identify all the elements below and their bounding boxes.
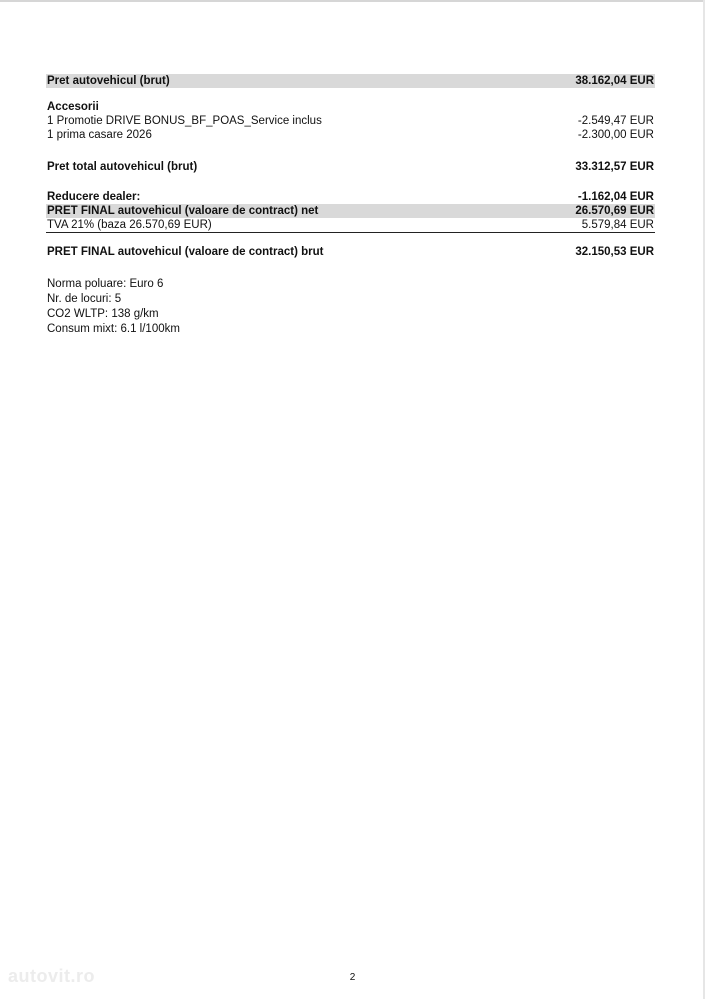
accessory-value: -2.300,00 EUR bbox=[577, 129, 654, 141]
dealer-discount-row bbox=[46, 190, 655, 204]
spacer bbox=[46, 88, 655, 100]
vat-value: 5.579,84 EUR bbox=[581, 219, 654, 231]
page-number: 2 bbox=[349, 972, 356, 983]
vat-row bbox=[46, 218, 655, 233]
spec-emission-norm: Norma poluare: Euro 6 bbox=[47, 278, 164, 290]
accessories-heading: Accesorii bbox=[47, 101, 99, 113]
base-price-label: Pret autovehicul (brut) bbox=[47, 75, 170, 87]
final-net-price-row bbox=[46, 204, 655, 218]
final-net-price-label: PRET FINAL autovehicul (valoare de contract) net bbox=[47, 205, 319, 217]
final-gross-price-row bbox=[46, 245, 655, 259]
spec-consumption: Consum mixt: 6.1 l/100km bbox=[47, 323, 180, 335]
total-price-label: Pret total autovehicul (brut) bbox=[47, 161, 198, 173]
accessory-value: -2.549,47 EUR bbox=[577, 115, 654, 127]
base-price-value: 38.162,04 EUR bbox=[575, 75, 654, 87]
spec-co2: CO2 WLTP: 138 g/km bbox=[47, 308, 159, 320]
accessory-row bbox=[46, 114, 655, 128]
dealer-discount-label: Reducere dealer: bbox=[47, 191, 141, 203]
spacer bbox=[46, 174, 655, 190]
final-gross-price-label: PRET FINAL autovehicul (valoare de contract) brut bbox=[47, 246, 324, 258]
watermark-logo: autovit.ro bbox=[8, 966, 96, 986]
final-net-price-value: 26.570,69 EUR bbox=[575, 205, 654, 217]
total-price-row bbox=[46, 160, 655, 174]
total-price-value: 33.312,57 EUR bbox=[575, 161, 654, 173]
vat-label: TVA 21% (baza 26.570,69 EUR) bbox=[47, 219, 212, 231]
price-document bbox=[46, 74, 655, 337]
accessory-label: 1 Promotie DRIVE BONUS_BF_POAS_Service inclus bbox=[47, 115, 322, 127]
dealer-discount-value: -1.162,04 EUR bbox=[577, 191, 654, 203]
final-gross-price-value: 32.150,53 EUR bbox=[575, 246, 654, 258]
accessories-heading-row bbox=[46, 100, 655, 114]
base-price-row bbox=[46, 74, 655, 88]
spacer bbox=[46, 259, 655, 277]
accessory-row bbox=[46, 128, 655, 142]
spacer bbox=[46, 233, 655, 245]
spec-seats: Nr. de locuri: 5 bbox=[47, 293, 122, 305]
accessory-label: 1 prima casare 2026 bbox=[47, 129, 152, 141]
spacer bbox=[46, 142, 655, 160]
page-top-border bbox=[0, 0, 705, 2]
vehicle-specs bbox=[46, 277, 655, 337]
